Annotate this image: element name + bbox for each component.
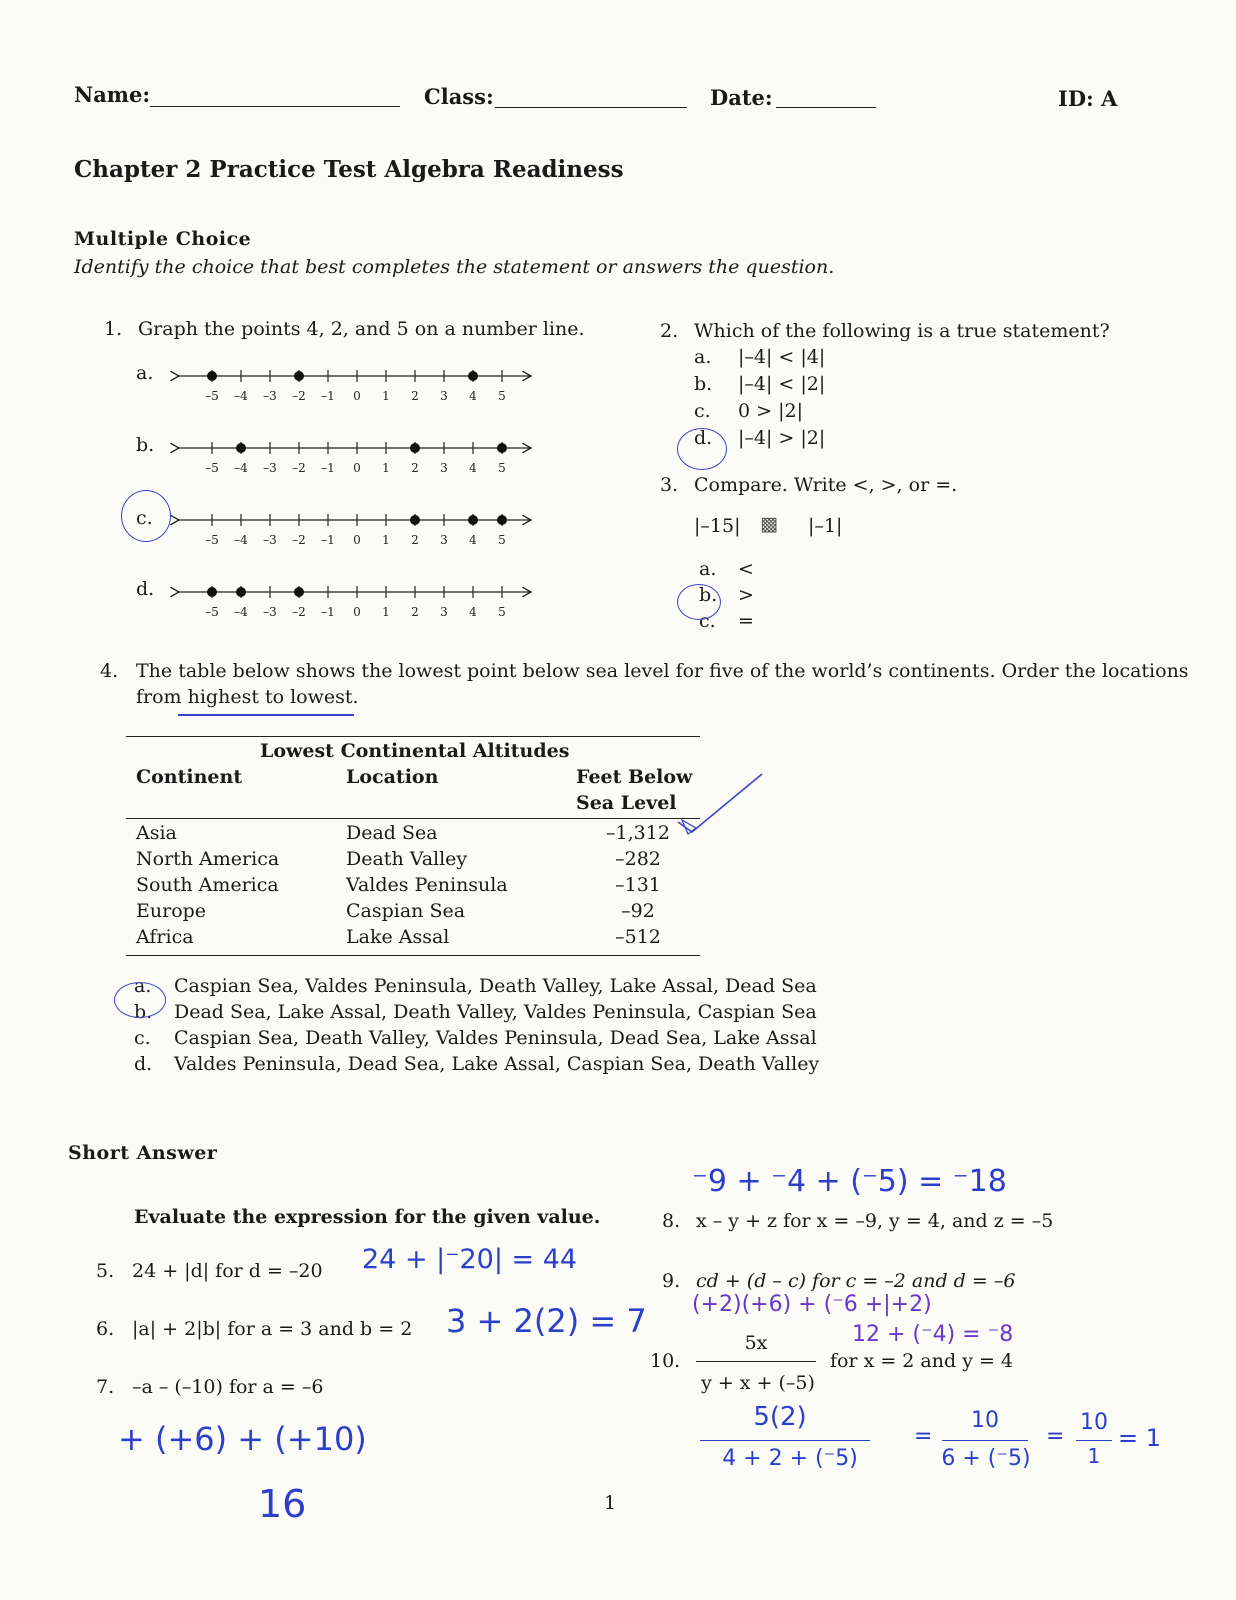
number-line-point [497, 443, 507, 453]
q4-option-letter[interactable]: c. [134, 1027, 151, 1049]
table-cell-continent: Africa [136, 926, 194, 948]
q3-option-text: > [738, 584, 754, 606]
table-row [126, 898, 700, 924]
q3-right: |–1| [808, 515, 843, 537]
q4-option-letter[interactable]: b. [134, 1001, 153, 1023]
table-row [126, 846, 700, 872]
number-line-point [410, 515, 420, 525]
q2-option-text: 0 > |2| [738, 400, 803, 422]
mc-heading: Multiple Choice [74, 228, 252, 250]
q2-option-letter[interactable]: b. [694, 373, 713, 395]
number-line-point [236, 443, 246, 453]
number-line-tick-label: 0 [353, 533, 361, 547]
date-field[interactable] [776, 107, 876, 108]
number-line-tick-label: –3 [263, 533, 277, 547]
number-line-tick-label: 5 [498, 533, 506, 547]
table-row [126, 820, 700, 846]
handwriting-q9-line2: 12 + (⁻4) = ⁻8 [852, 1322, 1014, 1347]
handwriting-fraction-bar-3 [1076, 1440, 1112, 1441]
handwriting-frac-num: 10 [1080, 1410, 1108, 1435]
number-line-point [207, 371, 217, 381]
q4-option-text: Valdes Peninsula, Dead Sea, Lake Assal, Caspian Sea, Death Valley [174, 1053, 820, 1075]
q1-option-letter[interactable]: b. [136, 434, 155, 456]
q2-option-text: |–4| < |2| [738, 373, 826, 395]
name-field[interactable] [150, 106, 400, 107]
q1-text: Graph the points 4, 2, and 5 on a number line. [138, 318, 585, 340]
handwriting-eq2: = [1046, 1424, 1065, 1449]
q5-text: 24 + |d| for d = –20 [132, 1260, 323, 1282]
q2-option-letter[interactable]: c. [694, 400, 711, 422]
handwriting-q9-line1: (+2)(+6) + (⁻6 +|+2) [692, 1292, 932, 1317]
number-line-tick-label: 5 [498, 605, 506, 619]
q3-number: 3. [660, 474, 679, 496]
handwriting-q8: ⁻9 + ⁻4 + (⁻5) = ⁻18 [692, 1164, 1007, 1199]
number-line-tick-label: 1 [382, 605, 390, 619]
id-label: ID: A [1058, 86, 1118, 111]
answer-circle-q2 [677, 428, 727, 470]
number-line-tick-label: –2 [292, 461, 306, 475]
q4-option-text: Caspian Sea, Death Valley, Valdes Peninsula, Dead Sea, Lake Assal [174, 1027, 817, 1049]
q3-compare-box: ▩ [760, 513, 778, 535]
number-line-tick-label: –3 [263, 605, 277, 619]
number-line-point [294, 587, 304, 597]
q2-number: 2. [660, 320, 679, 342]
number-line-tick-label: –5 [205, 461, 219, 475]
number-line-tick-label: –4 [234, 389, 248, 403]
number-line-tick-label: –4 [234, 461, 248, 475]
table-caption: Lowest Continental Altitudes [260, 740, 570, 762]
table-row [126, 872, 700, 898]
sa-heading: Short Answer [68, 1142, 218, 1164]
number-line-tick-label: 3 [440, 533, 448, 547]
table-cell-location: Valdes Peninsula [346, 874, 508, 896]
q10-denominator: y + x + (–5) [701, 1372, 815, 1394]
q2-option-text: |–4| < |4| [738, 346, 826, 368]
q1-option-letter[interactable]: c. [136, 507, 153, 529]
number-line-tick-label: –2 [292, 605, 306, 619]
q3-text: Compare. Write <, >, or =. [694, 474, 958, 496]
number-line-tick-label: 1 [382, 533, 390, 547]
number-line-tick-label: 2 [411, 533, 419, 547]
number-line-tick-label: 4 [469, 605, 477, 619]
number-line-tick-label: 5 [498, 461, 506, 475]
number-lines [170, 360, 550, 630]
class-label: Class: [424, 84, 494, 109]
number-line-tick-label: –3 [263, 461, 277, 475]
q8-number: 8. [662, 1210, 681, 1232]
number-line-tick-label: 0 [353, 389, 361, 403]
q5-number: 5. [96, 1260, 115, 1282]
page-title: Chapter 2 Practice Test Algebra Readiness [74, 156, 624, 183]
table-row [126, 924, 700, 950]
table-header-continent: Continent [136, 766, 243, 788]
handwriting-frac-den: 1 [1087, 1444, 1101, 1468]
q7-text: –a – (–10) for a = –6 [132, 1376, 324, 1398]
q3-option-text: < [738, 558, 754, 580]
checkmark-annotation [670, 770, 770, 850]
number-line-tick-label: 2 [411, 605, 419, 619]
number-line-tick-label: 2 [411, 389, 419, 403]
number-line-tick-label: 3 [440, 605, 448, 619]
date-label: Date: [710, 85, 773, 110]
q4-option-text: Caspian Sea, Valdes Peninsula, Death Valley, Lake Assal, Dead Sea [174, 975, 817, 997]
q10-fraction-bar [696, 1361, 816, 1362]
handwriting-q10-den2: 6 + (⁻5) [941, 1446, 1031, 1471]
handwriting-q10-num2: 10 [971, 1408, 999, 1433]
q4-text-line1: The table below shows the lowest point below sea level for five of the world’s continents. Order the locations [136, 660, 1189, 682]
number-line-tick-label: –3 [263, 389, 277, 403]
name-label: Name: [74, 82, 151, 107]
q10-condition: for x = 2 and y = 4 [830, 1350, 1014, 1372]
number-line-tick-label: 1 [382, 461, 390, 475]
q2-option-letter[interactable]: a. [694, 346, 712, 368]
answer-circle-q4 [114, 982, 166, 1018]
number-line-tick-label: 4 [469, 389, 477, 403]
number-line-point [207, 587, 217, 597]
table-header-rule [126, 818, 700, 819]
table-cell-feet: –1,312 [606, 822, 670, 844]
table-top-rule [126, 736, 700, 737]
number-line-point [468, 515, 478, 525]
number-line-tick-label: 5 [498, 389, 506, 403]
number-line-tick-label: 0 [353, 461, 361, 475]
answer-circle-q3 [677, 584, 721, 620]
number-line-tick-label: –1 [321, 461, 335, 475]
table-cell-continent: Asia [136, 822, 177, 844]
number-line-tick-label: 0 [353, 605, 361, 619]
number-line-tick-label: –5 [205, 389, 219, 403]
underline-mark [178, 714, 354, 716]
number-line-tick-label: 4 [469, 533, 477, 547]
q7-number: 7. [96, 1376, 115, 1398]
q4-text-line2: from highest to lowest. [136, 686, 359, 708]
number-line-tick-label: –4 [234, 533, 248, 547]
q1-number: 1. [104, 318, 123, 340]
number-line-tick-label: –1 [321, 605, 335, 619]
table-header-sealevel: Sea Level [576, 792, 677, 814]
table-header-location: Location [346, 766, 439, 788]
number-line-tick-label: –2 [292, 533, 306, 547]
q2-text: Which of the following is a true statement? [694, 320, 1110, 342]
q3-option-text: = [738, 610, 754, 632]
number-line-tick-label: 3 [440, 389, 448, 403]
number-line-tick-label: 4 [469, 461, 477, 475]
number-line-point [294, 371, 304, 381]
q6-number: 6. [96, 1318, 115, 1340]
number-line-group [178, 370, 530, 619]
number-line-tick-label: 1 [382, 389, 390, 403]
q4-option-letter[interactable]: a. [134, 975, 152, 997]
handwriting-fraction-bar [700, 1440, 870, 1441]
q9-text: cd + (d – c) for c = –2 and d = –6 [696, 1270, 1016, 1292]
table-cell-feet: –282 [615, 848, 661, 870]
q2-option-text: |–4| > |2| [738, 427, 826, 449]
table-cell-continent: North America [136, 848, 280, 870]
sa-subheading: Evaluate the expression for the given value. [134, 1206, 601, 1228]
number-line-point [236, 587, 246, 597]
table-cell-feet: –92 [621, 900, 655, 922]
number-line-tick-label: –1 [321, 389, 335, 403]
q1-option-letter[interactable]: d. [136, 578, 155, 600]
number-line-tick-label: –2 [292, 389, 306, 403]
altitude-table [126, 820, 700, 950]
q3-option-letter[interactable]: a. [699, 558, 717, 580]
handwriting-q6: 3 + 2(2) = 7 [446, 1302, 647, 1340]
number-line-tick-label: –1 [321, 533, 335, 547]
handwriting-q10-den: 4 + 2 + (⁻5) [722, 1446, 858, 1471]
table-cell-location: Lake Assal [346, 926, 450, 948]
number-line-tick-label: –5 [205, 533, 219, 547]
number-line-tick-label: 3 [440, 461, 448, 475]
class-field[interactable] [495, 107, 687, 108]
handwriting-q10-result: = 1 [1118, 1424, 1162, 1452]
number-line-point [497, 515, 507, 525]
table-cell-location: Caspian Sea [346, 900, 466, 922]
q10-number: 10. [650, 1350, 681, 1372]
handwriting-q7-line1: + (+6) + (+10) [118, 1420, 367, 1458]
handwriting-q7-line2: 16 [258, 1482, 307, 1526]
number-line-tick-label: –5 [205, 605, 219, 619]
page-number: 1 [604, 1492, 617, 1514]
q6-text: |a| + 2|b| for a = 3 and b = 2 [132, 1318, 413, 1340]
handwriting-q10-num: 5(2) [753, 1402, 807, 1432]
q3-option-letter[interactable]: b. [699, 584, 718, 606]
q1-option-letter[interactable]: a. [136, 362, 154, 384]
q10-numerator: 5x [744, 1332, 768, 1354]
handwriting-q5: 24 + |⁻20| = 44 [362, 1244, 578, 1275]
number-line-point [468, 371, 478, 381]
table-cell-feet: –512 [615, 926, 661, 948]
q8-text: x – y + z for x = –9, y = 4, and z = –5 [696, 1210, 1054, 1232]
handwriting-fraction-bar-2 [942, 1440, 1028, 1441]
table-cell-continent: South America [136, 874, 279, 896]
q3-left: |–15| [694, 515, 741, 537]
table-header-feet: Feet Below [576, 766, 693, 788]
q4-option-letter[interactable]: d. [134, 1053, 153, 1075]
number-line-point [410, 443, 420, 453]
number-line-tick-label: –4 [234, 605, 248, 619]
handwriting-eq1: = [914, 1424, 933, 1449]
number-line-tick-label: 2 [411, 461, 419, 475]
q9-number: 9. [662, 1270, 681, 1292]
table-cell-continent: Europe [136, 900, 207, 922]
table-bottom-rule [126, 955, 700, 956]
table-cell-feet: –131 [615, 874, 661, 896]
mc-instructions: Identify the choice that best completes the statement or answers the question. [74, 256, 835, 278]
table-cell-location: Dead Sea [346, 822, 438, 844]
q4-number: 4. [100, 660, 119, 682]
q3-option-letter[interactable]: c. [699, 610, 716, 632]
table-cell-location: Death Valley [346, 848, 468, 870]
q4-option-text: Dead Sea, Lake Assal, Death Valley, Valdes Peninsula, Caspian Sea [174, 1001, 817, 1023]
answer-circle-q1 [121, 490, 171, 542]
q2-option-letter[interactable]: d. [694, 427, 713, 449]
